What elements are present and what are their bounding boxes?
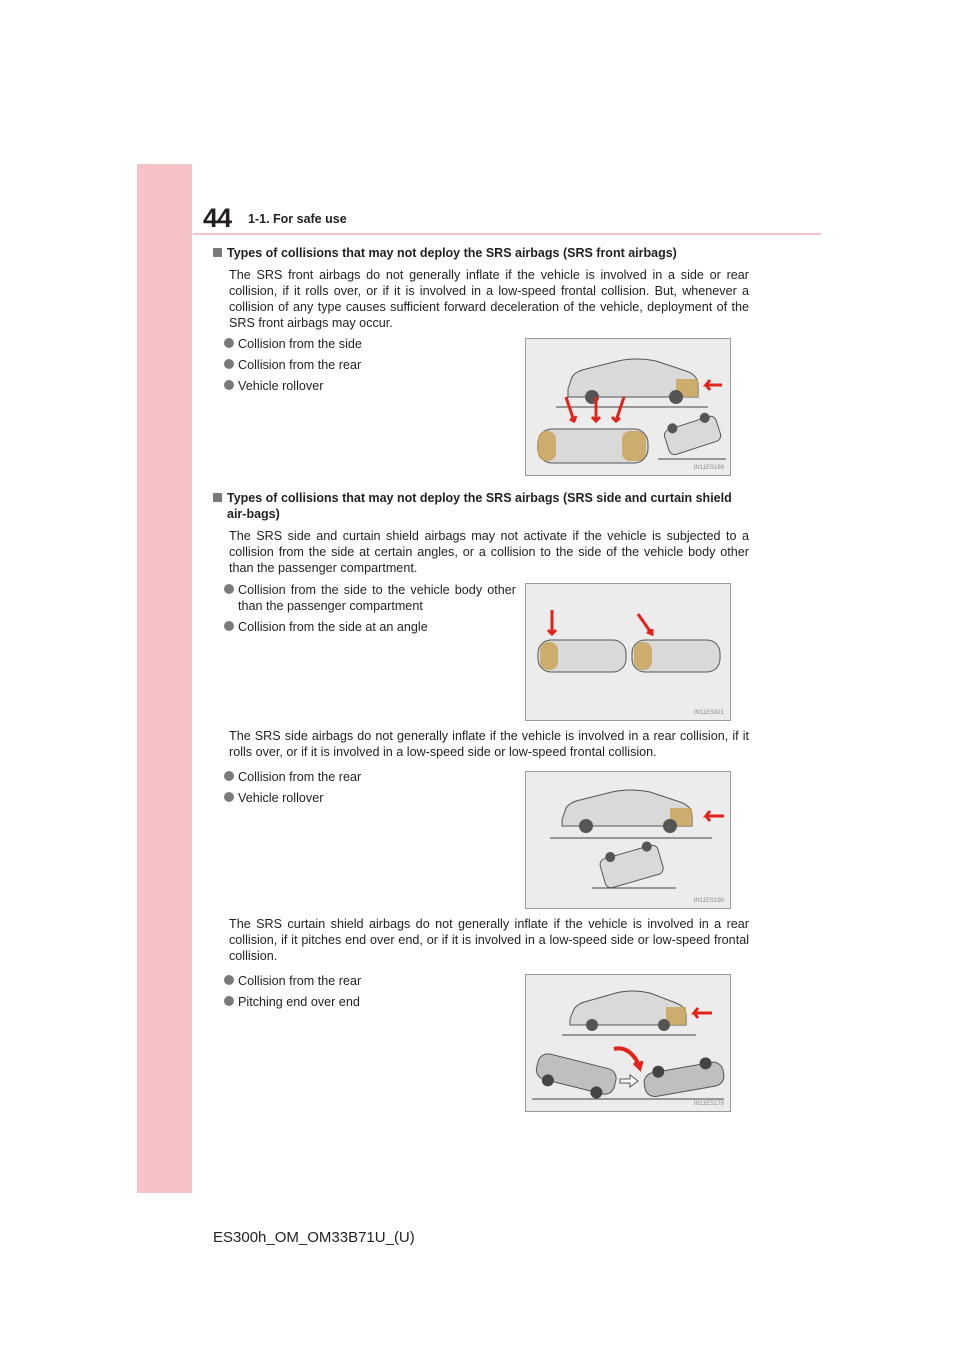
section-curtain-airbags xyxy=(213,916,749,964)
gray-circle-bullet-icon xyxy=(224,621,234,631)
section-heading xyxy=(213,490,749,522)
figure-code: IN11ES189 xyxy=(693,465,724,471)
figure-front-airbag-collisions xyxy=(525,338,731,476)
gray-circle-bullet-icon xyxy=(224,996,234,1006)
gray-circle-bullet-icon xyxy=(224,584,234,594)
bullet-list xyxy=(224,582,516,640)
figure-code: IN11ES190 xyxy=(693,898,724,904)
gray-circle-bullet-icon xyxy=(224,792,234,802)
list-item: Collision from the rear xyxy=(224,769,516,785)
gray-circle-bullet-icon xyxy=(224,338,234,348)
list-item: Collision from the rear xyxy=(224,357,516,373)
section-side-curtain-airbags xyxy=(213,490,749,576)
figure-curtain-airbag-collisions xyxy=(525,974,731,1112)
header-rule xyxy=(193,233,821,235)
section-front-airbags xyxy=(213,245,749,331)
paragraph: The SRS front airbags do not generally inflate if the vehicle is involved in a side or rear collision, if it rolls over, or if it is involved in a low-speed frontal collision. But, whenever a collision of any type causes sufficient forward deceleration of the vehicle, deployment of the SRS front airbags may occur. xyxy=(229,268,749,330)
list-item: Collision from the rear xyxy=(224,973,516,989)
gray-circle-bullet-icon xyxy=(224,975,234,985)
page-sidebar-tab xyxy=(137,164,192,1193)
section-side-airbags xyxy=(213,728,749,760)
section-heading xyxy=(213,245,749,261)
list-item: Collision from the side at an angle xyxy=(224,619,516,635)
figure-code: IN11ES021 xyxy=(693,710,724,716)
bullet-list xyxy=(224,336,516,399)
gray-circle-bullet-icon xyxy=(224,380,234,390)
heading-text: Types of collisions that may not deploy the SRS airbags (SRS side and curtain shield air-bags) xyxy=(227,491,732,521)
gray-circle-bullet-icon xyxy=(224,359,234,369)
figure-side-airbag-collisions xyxy=(525,771,731,909)
paragraph: The SRS side and curtain shield airbags may not activate if the vehicle is subjected to a collision from the side at certain angles, or a collision to the side of the vehicle body other than the passenger compartment. xyxy=(229,529,749,575)
heading-text: Types of collisions that may not deploy the SRS airbags (SRS front airbags) xyxy=(227,246,677,260)
footer-model-code: ES300h_OM_OM33B71U_(U) xyxy=(213,1229,415,1246)
figure-code: IN11ES178 xyxy=(693,1101,724,1107)
list-item: Collision from the side to the vehicle body other than the passenger compartment xyxy=(224,582,516,614)
section-title: 1-1. For safe use xyxy=(248,212,347,226)
page-number: 44 xyxy=(203,203,232,233)
paragraph: The SRS curtain shield airbags do not generally inflate if the vehicle is involved in a rear collision, if it pitches end over end, or if it is involved in a low-speed side or low-speed frontal collision. xyxy=(229,917,749,963)
list-item: Vehicle rollover xyxy=(224,790,516,806)
list-item: Pitching end over end xyxy=(224,994,516,1010)
bullet-list xyxy=(224,769,516,811)
gray-square-icon xyxy=(213,248,222,257)
bullet-list xyxy=(224,973,516,1015)
figure-side-collisions xyxy=(525,583,731,721)
gray-square-icon xyxy=(213,493,222,502)
gray-circle-bullet-icon xyxy=(224,771,234,781)
paragraph: The SRS side airbags do not generally inflate if the vehicle is involved in a rear collision, if it rolls over, or if it is involved in a low-speed side or low-speed frontal collision. xyxy=(229,729,749,759)
list-item: Collision from the side xyxy=(224,336,516,352)
list-item: Vehicle rollover xyxy=(224,378,516,394)
